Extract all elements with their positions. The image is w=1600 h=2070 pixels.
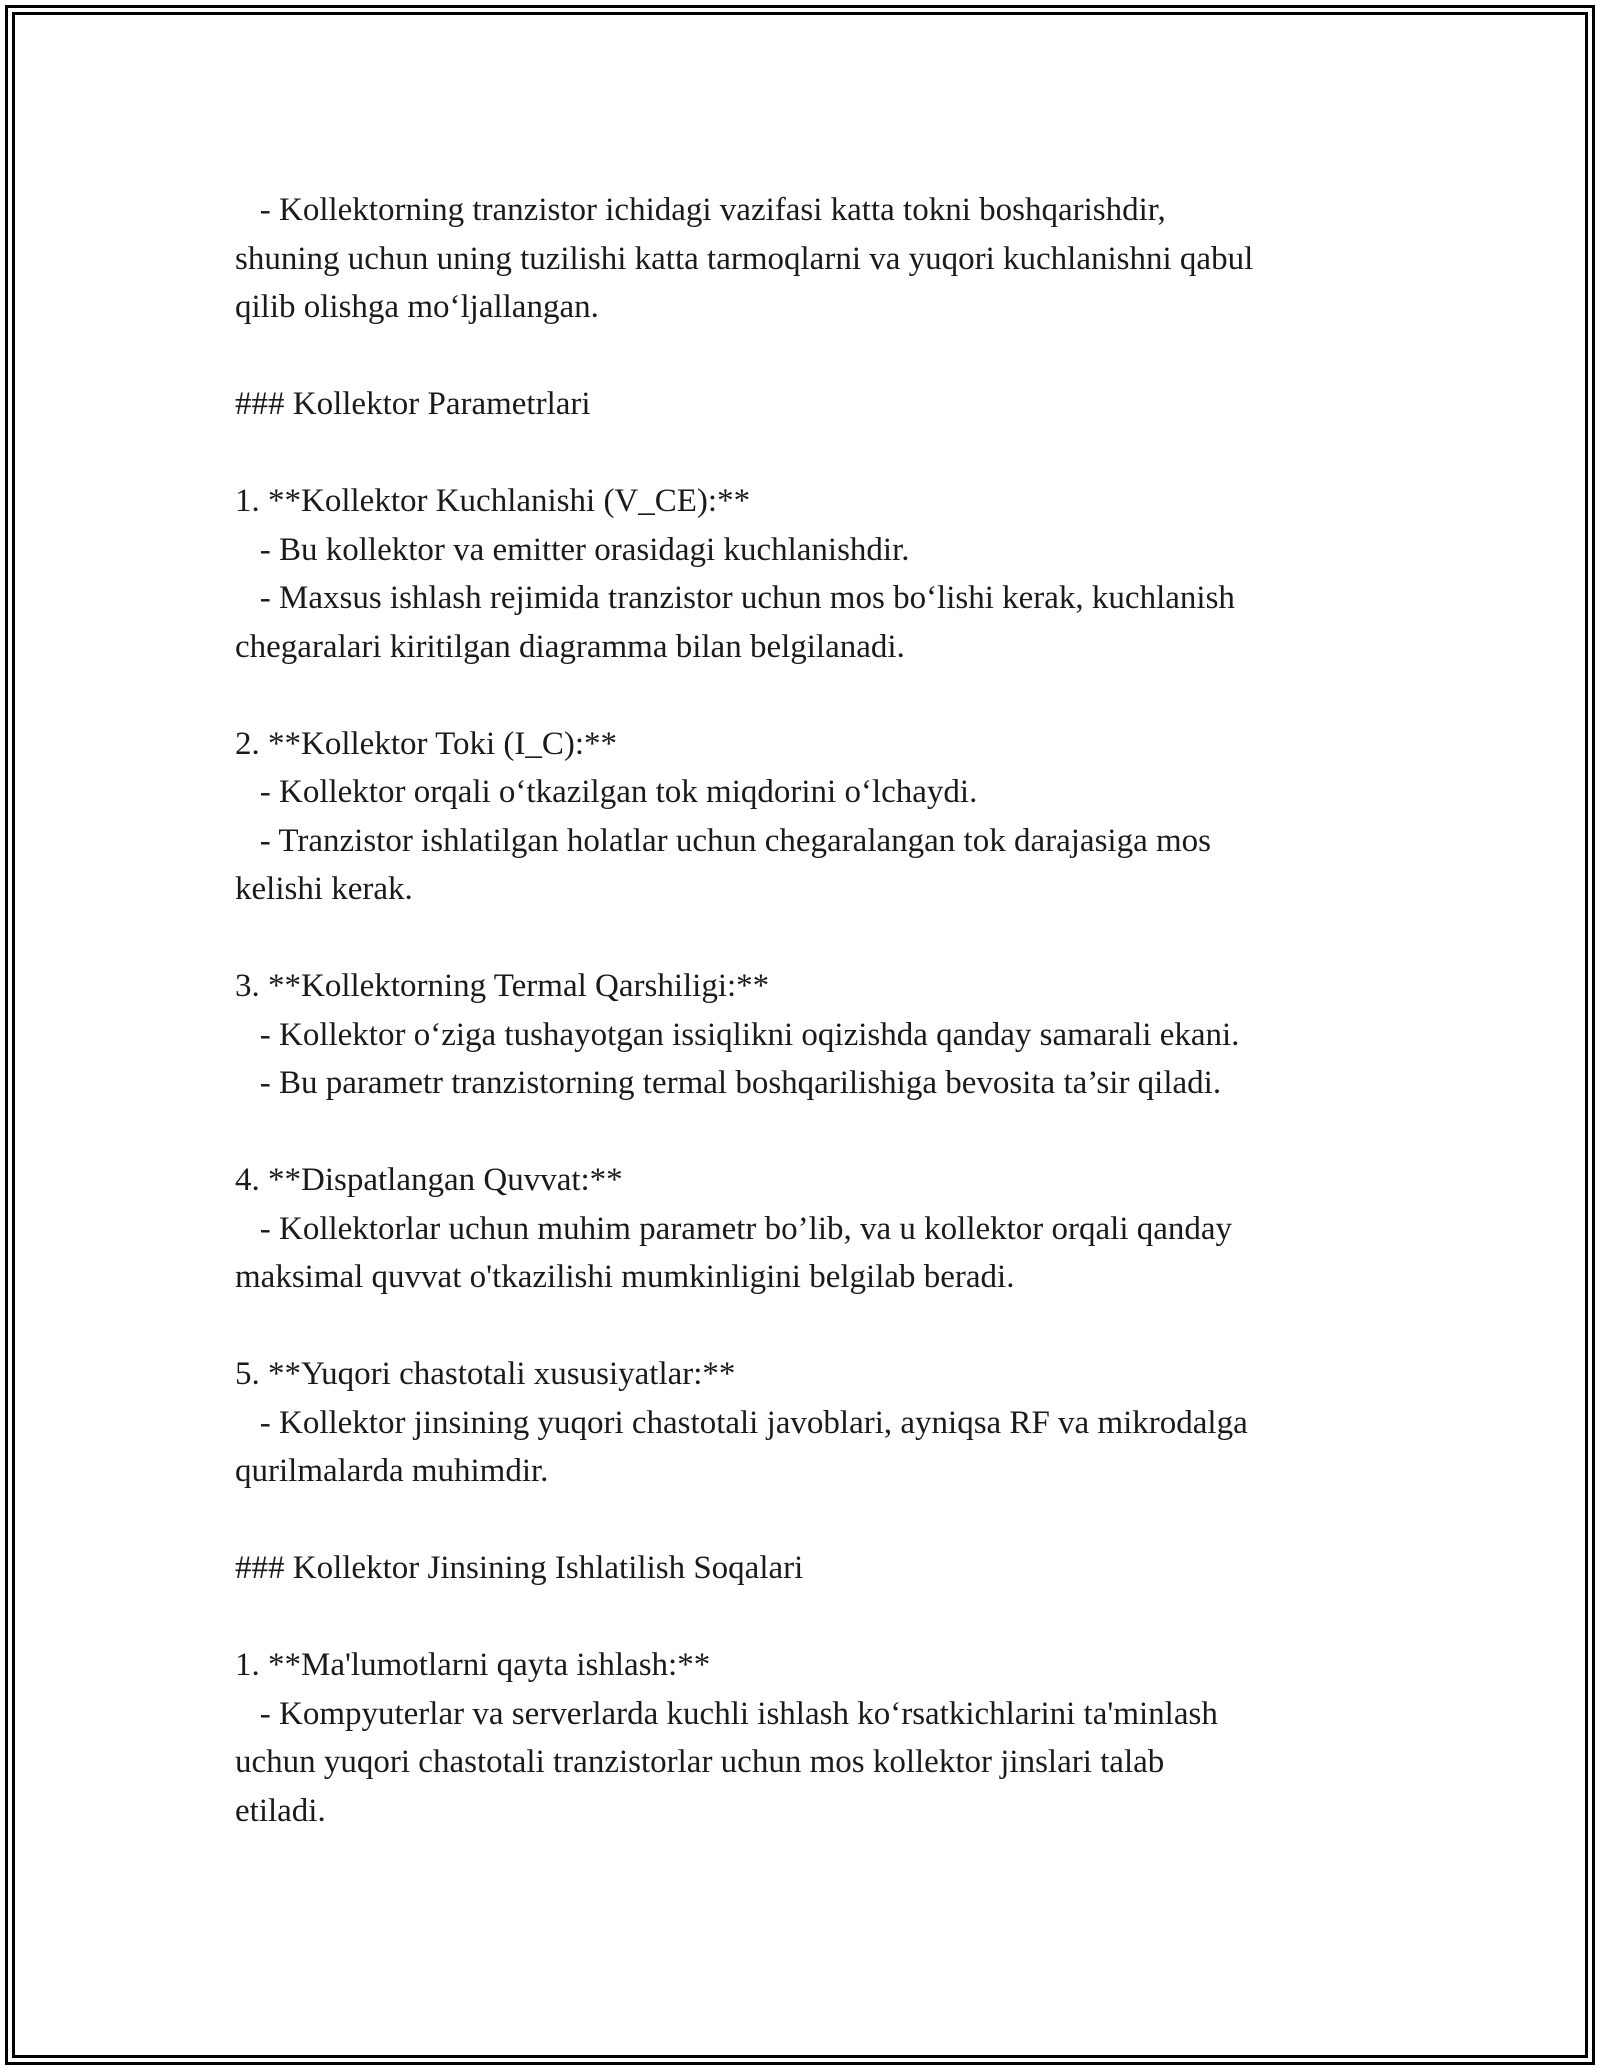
text-line: 2. **Kollektor Toki (I_C):** — [235, 725, 618, 762]
text-line: ### Kollektor Parametrlari — [235, 386, 591, 422]
text-line: kelishi kerak. — [235, 871, 413, 907]
blank-line — [235, 1496, 1385, 1545]
text-line: - Kompyuterlar va serverlarda kuchli ishlash ko‘rsatkichlarini ta'minlash — [235, 1695, 1218, 1732]
blank-line — [235, 1593, 1385, 1642]
text-line: - Kollektor jinsining yuqori chastotali javoblari, ayniqsa RF va mikrodalga — [235, 1404, 1248, 1441]
document-body — [235, 186, 1385, 1835]
text-line: maksimal quvvat o'tkazilishi mumkinligini belgilab beradi. — [235, 1259, 1015, 1295]
text-line: qurilmalarda muhimdir. — [235, 1453, 549, 1489]
blank-line — [235, 914, 1385, 963]
text-line: - Maxsus ishlash rejimida tranzistor uchun mos bo‘lishi kerak, kuchlanish — [235, 580, 1235, 616]
text-line: 3. **Kollektorning Termal Qarshiligi:** — [235, 968, 770, 1004]
text-line: - Kollektorning tranzistor ichidagi vazifasi katta tokni boshqarishdir, — [235, 192, 1166, 228]
text-line: shuning uchun uning tuzilishi katta tarmoqlarni va yuqori kuchlanishni qabul — [235, 240, 1254, 277]
text-line: ### Kollektor Jinsining Ishlatilish Soqalari — [235, 1550, 804, 1586]
text-line: 4. **Dispatlangan Quvvat:** — [235, 1162, 623, 1198]
text-line: 5. **Yuqori chastotali xususiyatlar:** — [235, 1356, 736, 1392]
text-line: chegaralari kiritilgan diagramma bilan belgilanadi. — [235, 628, 905, 665]
text-line: - Bu kollektor va emitter orasidagi kuchlanishdir. — [235, 531, 910, 568]
text-line: - Tranzistor ishlatilgan holatlar uchun chegaralangan tok darajasiga mos — [235, 822, 1211, 859]
text-line: - Kollektor orqali o‘tkazilgan tok miqdorini o‘lchaydi. — [235, 774, 978, 810]
text-line: 1. **Ma'lumotlarni qayta ishlash:** — [235, 1647, 711, 1683]
text-line: 1. **Kollektor Kuchlanishi (V_CE):** — [235, 483, 751, 519]
text-line: uchun yuqori chastotali tranzistorlar uchun mos kollektor jinslari talab — [235, 1744, 1165, 1780]
blank-line — [235, 671, 1385, 720]
text-line: - Kollektor o‘ziga tushayotgan issiqlikni oqizishda qanday samarali ekani. — [235, 1016, 1240, 1053]
text-line: qilib olishga mo‘ljallangan. — [235, 289, 599, 325]
text-line: - Bu parametr tranzistorning termal boshqarilishiga bevosita ta’sir qiladi. — [235, 1065, 1222, 1101]
blank-line — [235, 332, 1385, 381]
blank-line — [235, 1302, 1385, 1351]
text-line: etiladi. — [235, 1792, 326, 1829]
blank-line — [235, 429, 1385, 478]
text-line: - Kollektorlar uchun muhim parametr bo’lib, va u kollektor orqali qanday — [235, 1210, 1233, 1247]
blank-line — [235, 1108, 1385, 1157]
